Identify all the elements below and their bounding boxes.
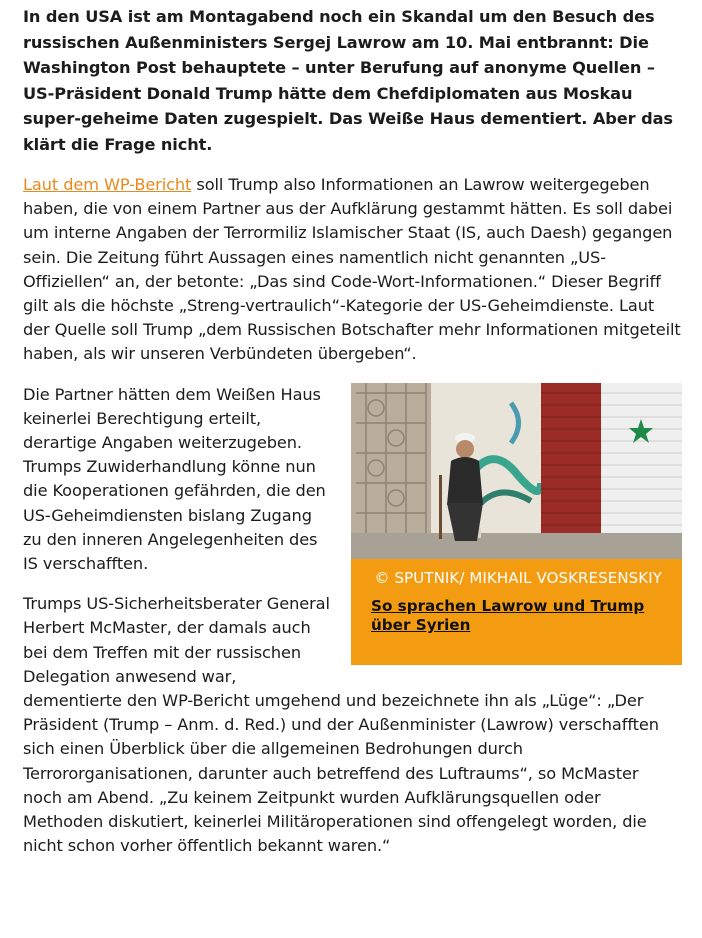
article-photo[interactable] (351, 383, 682, 559)
photo-caption: © SPUTNIK/ MIKHAIL VOSKRESENSKIY (374, 568, 662, 587)
paragraph-1-text: soll Trump also Informationen an Lawrow weitergegeben haben, die von einem Partner aus der Aufklärung gestammt hätten. Es soll dabei um interne Angaben der Terrormiliz Islamischer Staat (IS, auch Daesh) gegangen sein. Die Zeitung führt Aussagen eines namentlich nicht genannten „US-Offiziellen“ an, der betonte: „Das sind Code-Wort-Informationen.“ Dieser Begriff gilt als die höchste „Streng-vertraulich“-Kategorie der US-Geheimdienste. Laut der Quelle soll Trump „dem Russischen Botschafter mehr Informationen mitgeteilt haben, als wir unseren Verbündeten übergeben“. (23, 175, 681, 364)
paragraph-2: Die Partner hätten dem Weißen Haus keinerlei Berechtigung erteilt, derartige Angaben weiterzugeben. Trumps Zuwiderhandlung könne nun die Kooperationen gefährden, die den US-Geheimdiensten bislang Zugang zu den inneren Angelegenheiten des IS verschafften. (23, 384, 326, 574)
wp-report-link[interactable]: Laut dem WP-Bericht (23, 175, 192, 194)
article-lead: In den USA ist am Montagabend noch ein Skandal um den Besuch des russischen Außenministers Sergej Lawrow am 10. Mai entbrannt: Die Washington Post behauptete – unter Berufung auf anonyme Quellen – US-Präsident Donald Trump hätte dem Chefdiplomaten aus Moskau super-geheime Daten zugespielt. Das Weiße Haus dementiert. Aber das klärt die Frage nicht. (23, 7, 673, 154)
paragraph-1 (23, 173, 682, 367)
paragraph-3: Trumps US-Sicherheitsberater General Herbert McMaster, der damals auch bei dem Treffen mit der russischen Delegation anwesend war, dementierte den WP-Bericht umgehend und bezeichnete ihn als „Lüge“: „Der Präsident (Trump – Anm. d. Red.) und der Außenminister (Lawrow) verschafften sich einen Überblick über die allgemeinen Bedrohungen durch Terrororganisationen, darunter auch betreffend des Luftraums“, so McMaster noch am Abend. „Zu keinem Zeitpunkt wurden Aufklärungsquellen oder Methoden diskutiert, keinerlei Militäroperationen sind offengelegt worden, die nicht schon vorher öffentlich bekannt waren.“ (23, 594, 659, 856)
related-article-link[interactable]: So sprachen Lawrow und Trump über Syrien (371, 596, 645, 634)
photo-card (351, 383, 682, 665)
